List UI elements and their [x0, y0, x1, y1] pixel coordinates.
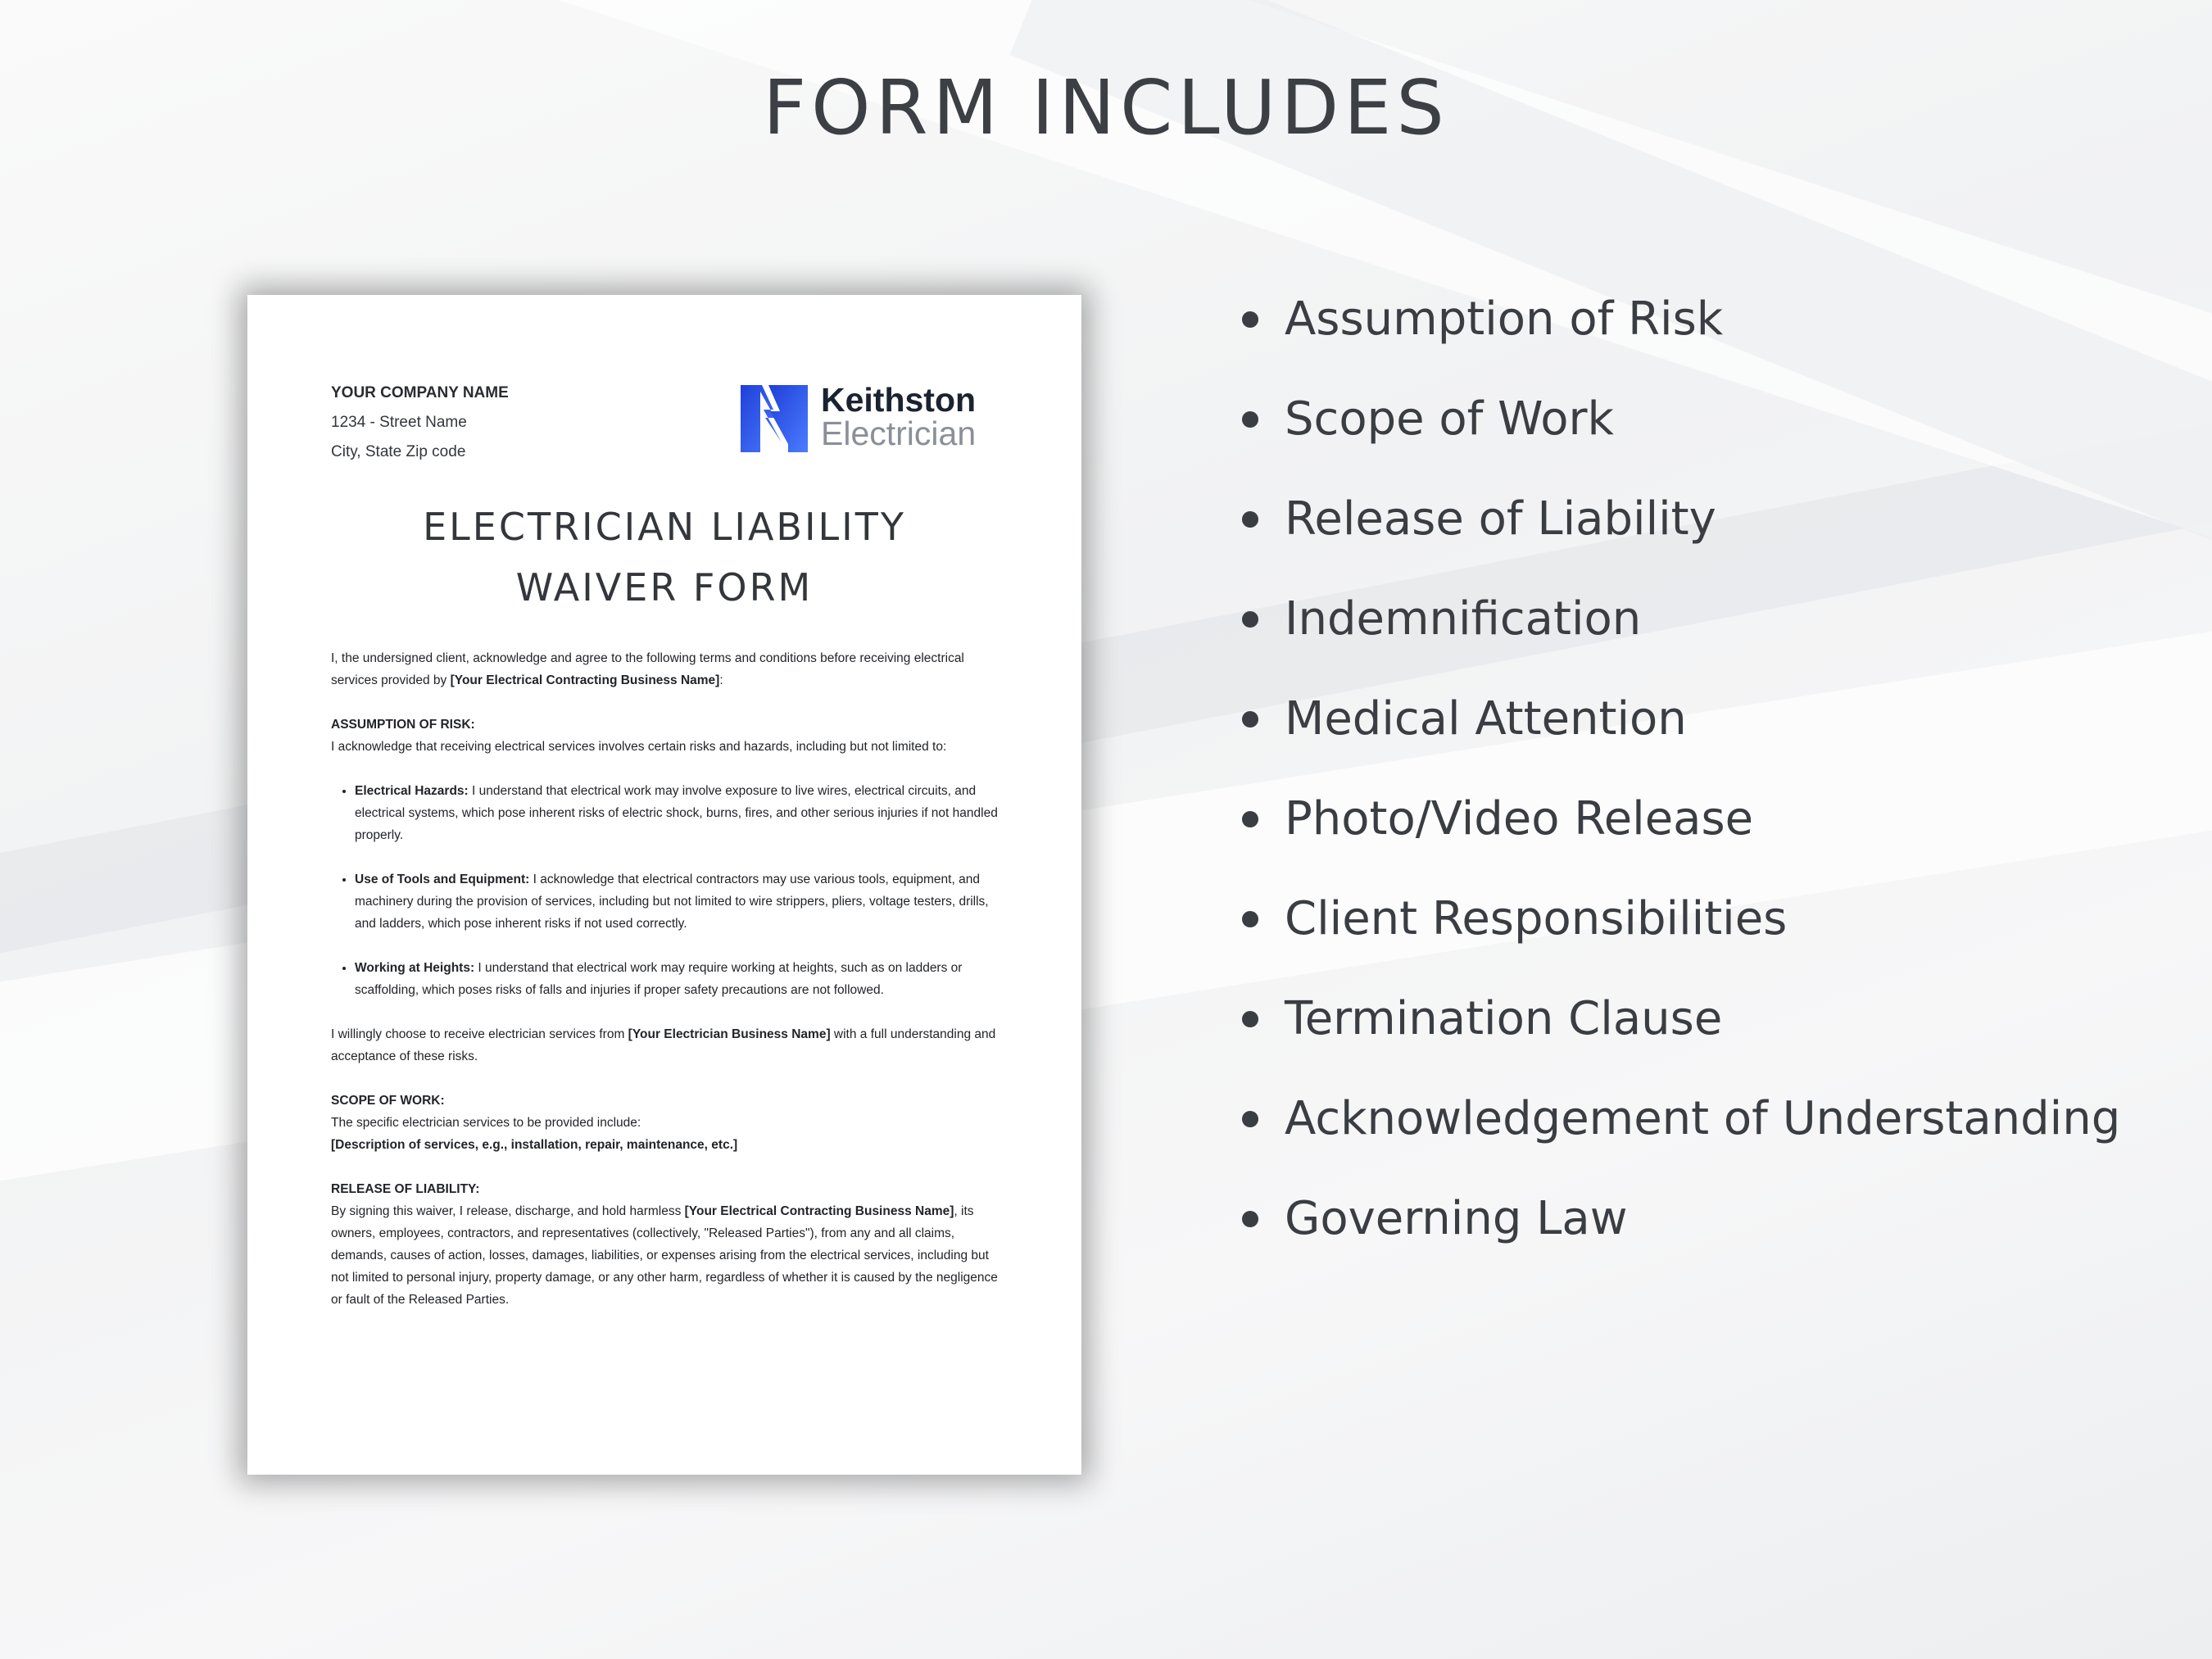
intro-paragraph: I, the undersigned client, acknowledge and agree to the following terms and conditions before receiving electrical services provided by [Your Electrical Contracting Business Name]:: [331, 651, 964, 687]
company-name: YOUR COMPANY NAME: [331, 384, 509, 401]
bullet-icon: [1242, 411, 1258, 428]
feature-item: Assumption of Risk: [1237, 279, 2120, 378]
page-heading: FORM INCLUDES: [763, 64, 1449, 152]
assumption-heading: ASSUMPTION OF RISK:: [331, 718, 475, 732]
lightning-bolt-logo-icon: [741, 385, 808, 452]
company-address-block: [331, 378, 509, 467]
risk-list-item: • Electrical Hazards: I understand that electrical work may involve exposure to live wires, electrical circuits, and electrical systems, which pose inherent risks of electric shock, burns, fires, and other serious injuries if not handled properly.: [355, 780, 1003, 846]
company-logo: [741, 382, 1011, 452]
risk-list: [331, 780, 1003, 1001]
bullet-icon: [1242, 311, 1258, 328]
feature-item: Governing Law: [1237, 1178, 2120, 1278]
feature-item: Medical Attention: [1237, 678, 2120, 778]
acceptance-paragraph: I willingly choose to receive electrician services from [Your Electrician Business Name] with a full understanding and acceptance of these risks.: [331, 1027, 996, 1063]
bullet-icon: [1242, 811, 1258, 827]
company-street: 1234 - Street Name: [331, 414, 467, 431]
scope-placeholder: [Description of services, e.g., installation, repair, maintenance, etc.]: [331, 1138, 738, 1152]
document-body: [331, 647, 1003, 1333]
bullet-icon: [1242, 1111, 1258, 1127]
form-features-list: [1237, 279, 2120, 1278]
release-heading: RELEASE OF LIABILITY:: [331, 1182, 480, 1196]
document-title-line2: WAIVER FORM: [515, 565, 814, 610]
bullet-icon: [1242, 911, 1258, 927]
assumption-paragraph: I acknowledge that receiving electrical services involves certain risks and hazards, including but not limited to:: [331, 740, 947, 754]
risk-list-item: • Working at Heights: I understand that electrical work may require working at heights, such as on ladders or scaffolding, which poses risks of falls and injuries if proper safety precautions are not followed.: [355, 957, 1003, 1001]
company-city-line: City, State Zip code: [331, 443, 466, 460]
bullet-icon: [1242, 611, 1258, 628]
bullet-icon: [1242, 711, 1258, 728]
feature-item: Scope of Work: [1237, 378, 2120, 478]
waiver-document-preview: [247, 295, 1081, 1475]
risk-list-item: • Use of Tools and Equipment: I acknowledge that electrical contractors may use various tools, equipment, and machinery during the provision of services, including but not limited to wire strippers, pliers, voltage testers, drills, and ladders, which pose inherent risks if not used correctly.: [355, 868, 1003, 935]
bullet-icon: [1242, 511, 1258, 528]
logo-brand-line2: Electrician: [821, 415, 977, 452]
feature-item: Photo/Video Release: [1237, 778, 2120, 878]
feature-item: Release of Liability: [1237, 478, 2120, 578]
release-paragraph: By signing this waiver, I release, discharge, and hold harmless [Your Electrical Contracting Business Name], its owners, employees, contractors, and representatives (collectively, "Released Parties"), from any and all claims, demands, causes of action, losses, damages, liabilities, or expenses arising from the electrical services, including but not limited to personal injury, property damage, or any other harm, regardless of whether it is caused by the negligence or fault of the Released Parties.: [331, 1204, 998, 1307]
logo-brand-line1: Keithston: [821, 381, 977, 419]
feature-item: Client Responsibilities: [1237, 878, 2120, 978]
feature-item: Termination Clause: [1237, 978, 2120, 1078]
scope-text: The specific electrician services to be provided include:: [331, 1116, 641, 1130]
document-title-line1: ELECTRICIAN LIABILITY: [423, 505, 906, 549]
feature-item: Acknowledgement of Understanding: [1237, 1078, 2120, 1178]
bullet-icon: [1242, 1011, 1258, 1027]
document-title: [247, 496, 1081, 618]
feature-item: Indemnification: [1237, 578, 2120, 678]
bullet-icon: [1242, 1211, 1258, 1227]
scope-heading: SCOPE OF WORK:: [331, 1094, 445, 1108]
